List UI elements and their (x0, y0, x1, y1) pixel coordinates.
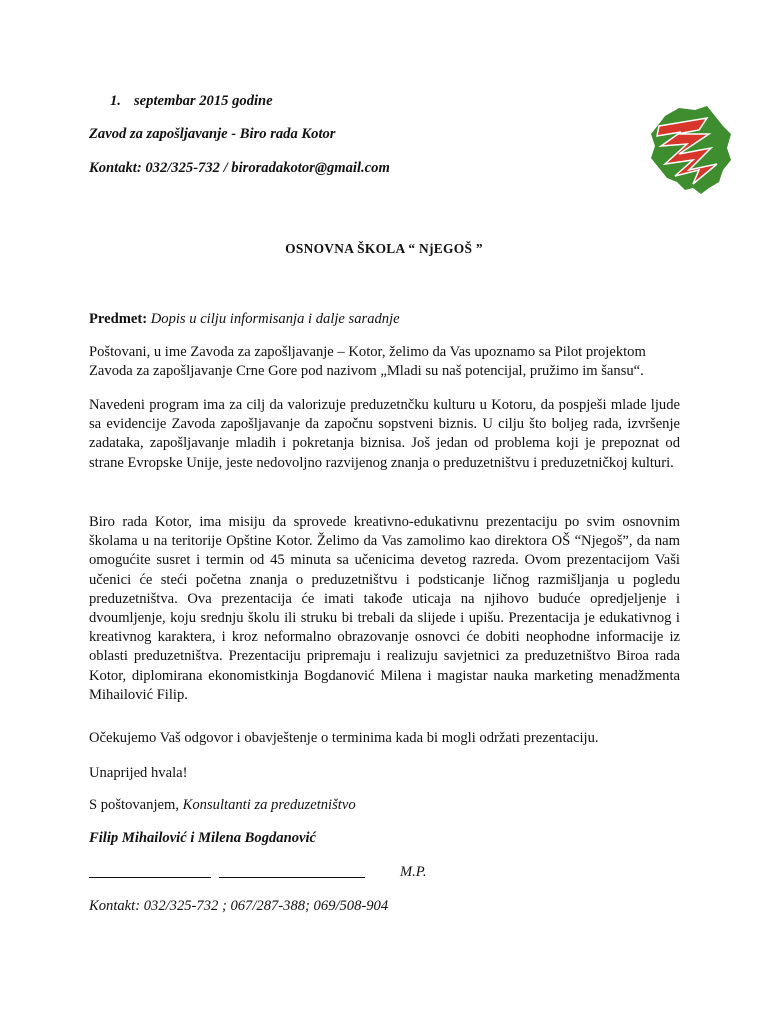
body-paragraph-mission: Biro rada Kotor, ima misiju da sprovede kreativno-edukativnu prezentaciju po svim osnovnim školama u na teritorije Opštine Kotor. Želimo da Vas zamolimo kao direktora OŠ “Njegoš”, da nam omogućite susret i termin od 45 minuta sa učenicima devetog razreda. Ovom prezentacijom Vaši učenici će steći početna znanja o preduzetništvu i podsticanje ličnog razmišljanja u pogledu preduzetništva. Ova prezentacija će imati takođe uticaja na njihovo buduće opredjeljenje i dvoumljenje, koju srednju školu ili struku bi trebali da slijede i upišu. Prezentacija je edukativnog i kreativnog karaktera, i kroz neformalno obrazovanje osnovci će dobiti neophodne informacije iz oblasti preduzetništva. Prezentaciju pripremaju i realizuju savjetnici za preduzetništvo Biroa rada Kotor, diplomirana ekonomistkinja Bogdanović Milena i magistar nauka marketing menadžmenta Mihailović Filip. (89, 514, 680, 703)
seal-placeholder: M.P. (400, 864, 427, 880)
sender-contact: Kontakt: 032/325-732 / biroradakotor@gmail.com (89, 160, 390, 176)
regards-text: S poštovanjem, (89, 797, 183, 813)
footer-contact: Kontakt: 032/325-732 ; 067/287-388; 069/508-904 (89, 898, 389, 914)
letter-date (110, 92, 273, 110)
subject-label: Predmet: (89, 311, 148, 327)
body-paragraph-program: Navedeni program ima za cilj da valorizuje preduzetnčku kulturu u Kotoru, da pospješi mlade ljude sa evidencije Zavoda zapošljavanje da započnu sopstveni biznis. U cilju što boljeg rada, izvršenje zadataka, zapošljavanje mladih i pokretanja biznisa. Još jedan od problema koji je prepoznat od strane Evropske Unije, jeste nedovoljno razvijenog znanja o preduzetništvu i preduzetničkoj kulturi. (89, 397, 680, 471)
recipient-school (0, 241, 768, 258)
logo-map-shape (651, 106, 731, 194)
recipient-name: OSNOVNA ŠKOLA “ NjEGOŠ ” (285, 241, 483, 256)
zavod-logo-icon (649, 104, 733, 196)
body-paragraph-greeting: Poštovani, u ime Zavoda za zapošljavanje – Kotor, želimo da Vas upoznamo sa Pilot projektom Zavoda za zapošljavanje Crne Gore pod nazivom „Mladi su naš potencijal, pružimo im šansu“. (89, 344, 646, 380)
signature-line-1 (89, 877, 211, 878)
subject-line (89, 310, 400, 328)
date-list-number: 1. (110, 93, 121, 109)
closing-regards (89, 796, 356, 814)
date-text: septembar 2015 godine (134, 93, 273, 109)
signature-line-2 (219, 877, 365, 878)
subject-text: Dopis u cilju informisanja i dalje saradnje (150, 311, 400, 327)
signer-names: Filip Mihailović i Milena Bogdanović (89, 830, 317, 846)
signer-role: Konsultanti za preduzetništvo (182, 797, 356, 813)
body-paragraph-request: Očekujemo Vaš odgovor i obavještenje o terminima kada bi mogli održati prezentaciju. (89, 730, 599, 746)
closing-thanks: Unaprijed hvala! (89, 765, 188, 781)
sender-office: Zavod za zapošljavanje - Biro rada Kotor (89, 126, 336, 142)
